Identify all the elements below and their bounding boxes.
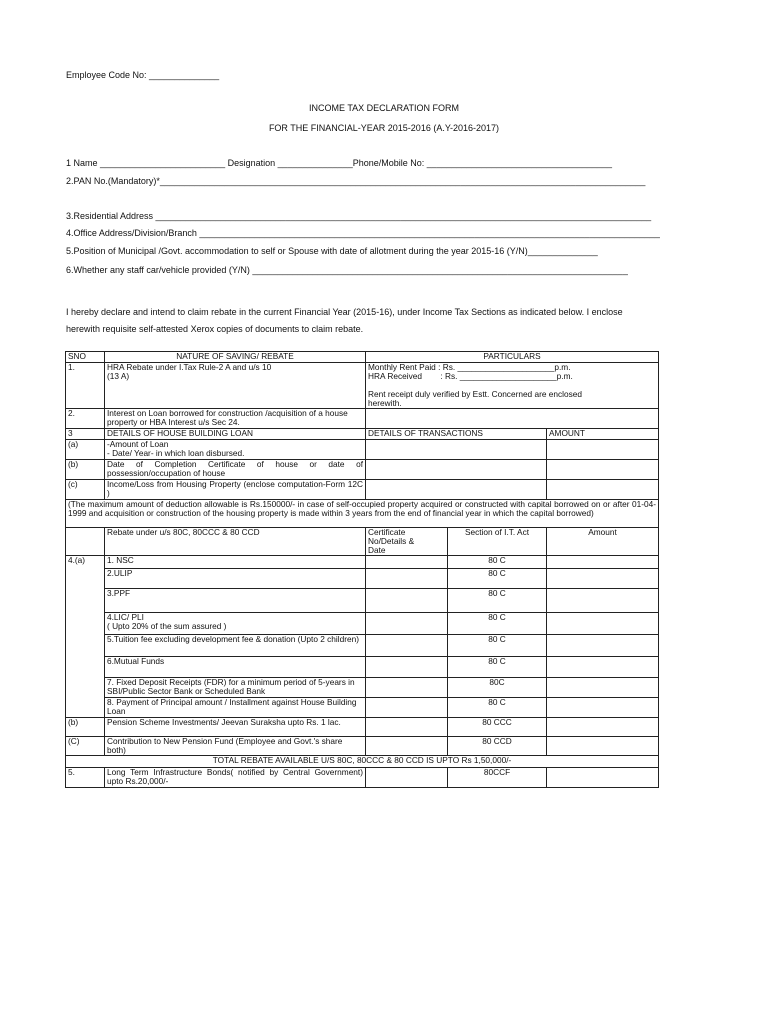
table-row [66, 440, 659, 460]
table-row [66, 556, 659, 569]
rebate-table [65, 351, 659, 788]
table-row [66, 460, 659, 480]
table-row [66, 718, 659, 737]
amount-field[interactable] [547, 678, 659, 698]
item-label: 4.LIC/ PLI ( Upto 20% of the sum assured ) [105, 613, 366, 635]
section-value: 80 C [448, 657, 547, 678]
item-label: Long Term Infrastructure Bonds( notified by Central Government) upto Rs.20,000/- [105, 768, 366, 788]
header-nature: NATURE OF SAVING/ REBATE [105, 352, 366, 363]
table-row [66, 429, 659, 440]
transactions-header: DETAILS OF TRANSACTIONS [366, 429, 547, 440]
amount-field[interactable] [547, 698, 659, 718]
accommodation-field[interactable]: 5.Position of Municipal /Govt. accommodation to self or Spouse with date of allotment during the year 2015-16 (Y/N)______________ [66, 246, 598, 256]
table-row [66, 678, 659, 698]
employee-code: Employee Code No: ______________ [66, 70, 220, 80]
vehicle-field[interactable]: 6.Whether any staff car/vehicle provided (Y/N) ___________________________________________________________________________ [66, 265, 628, 275]
row-sno: 4.(a) [66, 556, 105, 718]
amount-field[interactable] [547, 569, 659, 589]
loan-amount-label: -Amount of Loan - Date/ Year- in which loan disbursed. [105, 440, 366, 460]
row-sno: 3 [66, 429, 105, 440]
hbl-details-label: DETAILS OF HOUSE BUILDING LOAN [105, 429, 366, 440]
item-label: Contribution to New Pension Fund (Employee and Govt.'s share both) [105, 737, 366, 756]
amount-field[interactable] [547, 589, 659, 613]
certificate-field[interactable] [366, 698, 448, 718]
amount-field[interactable] [547, 737, 659, 756]
item-label: 3.PPF [105, 589, 366, 613]
item-label: 6.Mutual Funds [105, 657, 366, 678]
section-value: 80C [448, 678, 547, 698]
row-sno: 5. [66, 768, 105, 788]
form-title: INCOME TAX DECLARATION FORM [308, 103, 459, 113]
section-value: 80 C [448, 569, 547, 589]
row-sno: 1. [66, 363, 105, 409]
certificate-field[interactable] [366, 657, 448, 678]
row-sno: 2. [66, 409, 105, 429]
section-value: 80 CCC [448, 718, 547, 737]
row-sno: (a) [66, 440, 105, 460]
income-loss-label: Income/Loss from Housing Property (enclose computation-Form 12C ) [105, 480, 366, 500]
table-row [66, 635, 659, 657]
transaction-field[interactable] [366, 440, 547, 460]
residential-address-field[interactable]: 3.Residential Address ___________________________________________________________________________________________________ [66, 211, 652, 221]
section-value: 80 CCD [448, 737, 547, 756]
transaction-field[interactable] [366, 480, 547, 500]
name-designation-phone-field[interactable]: 1 Name _________________________ Designation _______________Phone/Mobile No: _____________________________________ [66, 158, 613, 168]
table-row [66, 657, 659, 678]
certificate-field[interactable] [366, 718, 448, 737]
certificate-field[interactable] [366, 613, 448, 635]
amount-field[interactable] [547, 718, 659, 737]
row-sno: (c) [66, 480, 105, 500]
table-row [66, 409, 659, 429]
item-label: 5.Tuition fee excluding development fee & donation (Upto 2 children) [105, 635, 366, 657]
transaction-field[interactable] [366, 460, 547, 480]
section-value: 80 C [448, 698, 547, 718]
certificate-field[interactable] [366, 635, 448, 657]
table-row [66, 480, 659, 500]
certificate-header: Certificate No/Details & Date [366, 528, 448, 556]
table-row [66, 589, 659, 613]
amount-field[interactable] [547, 480, 659, 500]
table-header-row [66, 352, 659, 363]
pan-field[interactable]: 2.PAN No.(Mandatory)*_________________________________________________________________________________________________ [66, 176, 646, 186]
item-label: 7. Fixed Deposit Receipts (FDR) for a minimum period of 5-years in SBI/Public Sector Bank or Scheduled Bank [105, 678, 366, 698]
table-row [66, 737, 659, 756]
table-row [66, 698, 659, 718]
row-sno: (b) [66, 718, 105, 737]
certificate-field[interactable] [366, 569, 448, 589]
deduction-note: (The maximum amount of deduction allowable is Rs.150000/- in case of self-occupied property acquired or constructed with capital borrowed on or after 01-04-1999 and acquisition or construction of the housing property is made within 3 years from the end of financial year in which the capital borrowed) [66, 500, 659, 528]
section-value: 80CCF [448, 768, 547, 788]
section-header: Section of I.T. Act [448, 528, 547, 556]
amount-field[interactable] [547, 440, 659, 460]
declaration-line-1: I hereby declare and intend to claim rebate in the current Financial Year (2015-16), under Income Tax Sections as indicated below. I enclose [66, 307, 623, 317]
item-label: 8. Payment of Principal amount / Installment against House Building Loan [105, 698, 366, 718]
row-sno: (b) [66, 460, 105, 480]
completion-certificate-label: Date of Completion Certificate of house or date of possession/occupation of house [105, 460, 366, 480]
rebate-80c-header: Rebate under u/s 80C, 80CCC & 80 CCD [105, 528, 366, 556]
table-total-row [66, 756, 659, 768]
hra-particulars-field[interactable]: Monthly Rent Paid : Rs. _____________________p.m. HRA Received : Rs. _____________________p.m. Rent receipt duly verified by Estt. Concerned are enclosed herewith. [366, 363, 659, 409]
section-value: 80 C [448, 556, 547, 569]
form-subtitle: FOR THE FINANCIAL-YEAR 2015-2016 (A.Y-2016-2017) [268, 123, 500, 133]
hra-rebate-label: HRA Rebate under I.Tax Rule-2 A and u/s 10 (13 A) [105, 363, 366, 409]
table-row [66, 528, 659, 556]
certificate-field[interactable] [366, 556, 448, 569]
table-row [66, 569, 659, 589]
amount-header: Amount [547, 528, 659, 556]
row-sno: (C) [66, 737, 105, 756]
certificate-field[interactable] [366, 589, 448, 613]
header-sno: SNO [66, 352, 105, 363]
section-value: 80 C [448, 613, 547, 635]
item-label: 1. NSC [105, 556, 366, 569]
table-note-row [66, 500, 659, 528]
section-value: 80 C [448, 635, 547, 657]
header-particulars: PARTICULARS [366, 352, 659, 363]
certificate-field[interactable] [366, 737, 448, 756]
loan-interest-label: Interest on Loan borrowed for construction /acquisition of a house property or HBA Interest u/s Sec 24. [105, 409, 366, 429]
amount-field[interactable] [547, 556, 659, 569]
table-row [66, 363, 659, 409]
amount-field[interactable] [547, 657, 659, 678]
table-row [66, 613, 659, 635]
amount-field[interactable] [547, 635, 659, 657]
table-row [66, 768, 659, 788]
total-rebate-note: TOTAL REBATE AVAILABLE U/S 80C, 80CCC & 80 CCD IS UPTO Rs 1,50,000/- [66, 756, 659, 768]
section-value: 80 C [448, 589, 547, 613]
certificate-field[interactable] [366, 768, 448, 788]
loan-interest-field[interactable] [366, 409, 659, 429]
amount-header: AMOUNT [547, 429, 659, 440]
office-address-field[interactable]: 4.Office Address/Division/Branch ____________________________________________________________________________________________ [66, 228, 660, 238]
amount-field[interactable] [547, 460, 659, 480]
item-label: 2.ULIP [105, 569, 366, 589]
amount-field[interactable] [547, 613, 659, 635]
certificate-field[interactable] [366, 678, 448, 698]
item-label: Pension Scheme Investments/ Jeevan Suraksha upto Rs. 1 lac. [105, 718, 366, 737]
amount-field[interactable] [547, 768, 659, 788]
declaration-line-2: herewith requisite self-attested Xerox copies of documents to claim rebate. [66, 324, 364, 334]
